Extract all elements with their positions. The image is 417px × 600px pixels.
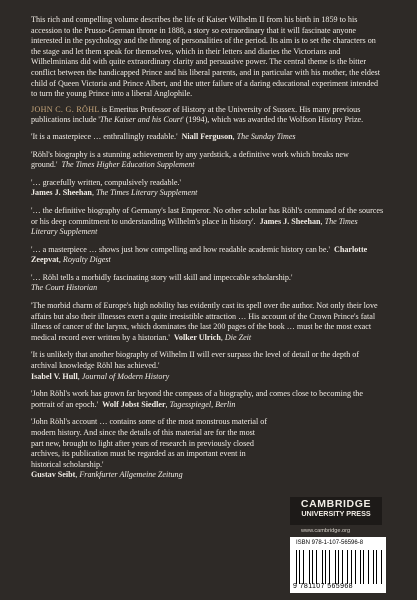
book-description: This rich and compelling volume describes the life of Kaiser Wilhelm II from his birth in 1859 to his accession to the Prusso-German throne in 1888, a story so extraordinary that it will fascinate anyone interested in the psychology and the throng of personalities of the period. Its aim is to set the characters on the stage and let them speak for themselves, which in their letters and diaries the Victorians and Wilhelminians did with quite extraordinary clarity and persuasive power. The central theme is the bitter conflict between the handicapped Prince and his liberal parents, and in particular with his mother, the eldest child of Queen Victoria and Prince Albert, and the utter failure of a daring educational experiment intended to turn the young Prince into a liberal Anglophile. <box>31 15 380 99</box>
quote-text: '… the definitive biography of Germany's last Emperor. No other scholar has Röhl's command of the sources or his deep commitment to understanding Wilhelm's place in history'. <box>31 205 384 226</box>
review-quote: 'It is a masterpiece … enthrallingly readable.' Niall Ferguson, The Sunday Times <box>31 131 296 141</box>
publisher-subtitle: UNIVERSITY PRESS <box>301 509 371 518</box>
quote-publication: Die Zeit <box>224 332 252 342</box>
quote-source: James J. Sheehan <box>259 216 321 226</box>
review-quote: 'The morbid charm of Europe's high nobility has evidently cast its spell over the author. Not only their love affairs but also their illnesses exert a quite irresistible attraction … His account of the Crown Prince's fatal illness of cancer of the larynx, which dominates the last 200 pages of the book … must be the most exact medical record ever written by a historian.' Volker Ulrich, Die Zeit <box>31 301 378 342</box>
quote-text: '… Röhl tells a morbidly fascinating story will skill and impeccable scholarship.' <box>31 272 293 282</box>
quote-publication: The Times Literary Supplement <box>31 216 358 237</box>
quote-publication: The Court Historian <box>31 283 98 293</box>
quote-text: '… gracefully written, compulsively readable.' <box>31 177 181 187</box>
quote-source: Isabel V. Hull <box>31 371 78 381</box>
review-quote: 'John Röhl's work has grown far beyond the compass of a biography, and comes close to becoming the portrait of an epoch.' Wolf Jobst Siedler, Tagesspiegel, Berlin <box>31 389 363 409</box>
review-quote <box>31 273 386 294</box>
quote-text: 'The morbid charm of Europe's high nobility has evidently cast its spell over the author. Not only their love affairs but also their illnesses exert a quite irresistible attraction … His account of the Crown Prince's fatal illness of cancer of the larynx, which dominates the last 200 pages of the book … must be the most exact medical record ever written by a historian.' <box>31 301 378 342</box>
quote-text: 'It is unlikely that another biography of Wilhelm II will ever surpass the level of detail or the depth of archival knowledge Röhl has achieved.' <box>31 350 360 371</box>
barcode-digits: 9 781107 565968 <box>293 583 353 590</box>
previous-book-title: The Kaiser and his Court <box>99 115 183 125</box>
author-bio-part2: ' (1994), which was awarded the Wolfson History Prize. <box>182 115 364 125</box>
review-quote: 'It is unlikely that another biography of Wilhelm II will ever surpass the level of detail or the depth of archival knowledge Röhl has achieved.' Isabel V. Hull, Journal of Modern History <box>31 350 360 381</box>
quote-publication: Journal of Modern History <box>81 371 170 381</box>
quote-source: Charlotte Zeepvat <box>31 244 368 265</box>
barcode-bars <box>296 548 386 584</box>
quote-publication: The Times Higher Education Supplement <box>61 160 195 170</box>
quote-publication: Frankfurter Allgemeine Zeitung <box>79 470 183 480</box>
quote-text: '… a masterpiece … shows just how compelling and how readable academic history can be.' <box>31 244 330 254</box>
quote-text: 'It is a masterpiece … enthrallingly readable.' <box>31 131 178 141</box>
quote-publication: The Times Literary Supplement <box>95 188 198 198</box>
author-bio-part1: is Emeritus Professor of History at the University of Sussex. His many previous publications include ' <box>31 104 361 125</box>
publisher-name: CAMBRIDGE <box>300 498 372 510</box>
quote-source: Wolf Jobst Siedler <box>102 399 166 409</box>
quote-publication: Tagesspiegel, Berlin <box>169 399 236 409</box>
review-quote: 'John Röhl's account … contains some of the most monstrous material of modern history. And since the details of this material are for the most part new, brought to light after years of research in previously closed archives, its publication must be regarded as an important event in historical scholarship.' Gustav Seibt, Frankfurter Allgemeine Zeitung <box>31 417 268 480</box>
barcode <box>290 537 386 593</box>
review-quote <box>31 150 386 171</box>
review-quote: '… gracefully written, compulsively readable.' James J. Sheehan, The Times Literary Supplement <box>31 177 198 198</box>
review-quote: '… a masterpiece … shows just how compelling and how readable academic history can be.' Charlotte Zeepvat, Royalty Digest <box>31 244 368 265</box>
quote-publication: The Sunday Times <box>236 131 296 141</box>
quote-text: 'Röhl's biography is a stunning achievement by any yardstick, a definitive work which breaks new ground.' <box>31 149 349 170</box>
publisher-website: www.cambridge.org <box>301 528 351 534</box>
isbn-label: ISBN 978-1-107-56596-8 <box>296 540 364 546</box>
quote-source: James J. Sheehan <box>31 188 92 198</box>
quote-source: Gustav Seibt <box>31 470 76 480</box>
quote-text: 'John Röhl's account … contains some of the most monstrous material of modern history. And since the details of this material are for the most part new, brought to light after years of research in previously closed archives, its publication must be regarded as an important event in historical scholarship.' <box>31 417 268 469</box>
author-name: JOHN C. G. RÖHL <box>31 104 100 114</box>
quote-source: Volker Ulrich <box>173 332 221 342</box>
author-bio <box>31 105 386 126</box>
quote-text: 'John Röhl's work has grown far beyond the compass of a biography, and comes close to becoming the portrait of an epoch.' <box>31 389 363 409</box>
quote-source: Niall Ferguson <box>181 131 233 141</box>
review-quote: '… the definitive biography of Germany's last Emperor. No other scholar has Röhl's command of the sources or his deep commitment to understanding Wilhelm's place in history'. James J. Sheehan, The Times Literary Supplement <box>31 205 384 237</box>
publisher-logo <box>290 497 382 525</box>
quote-publication: Royalty Digest <box>62 255 111 265</box>
